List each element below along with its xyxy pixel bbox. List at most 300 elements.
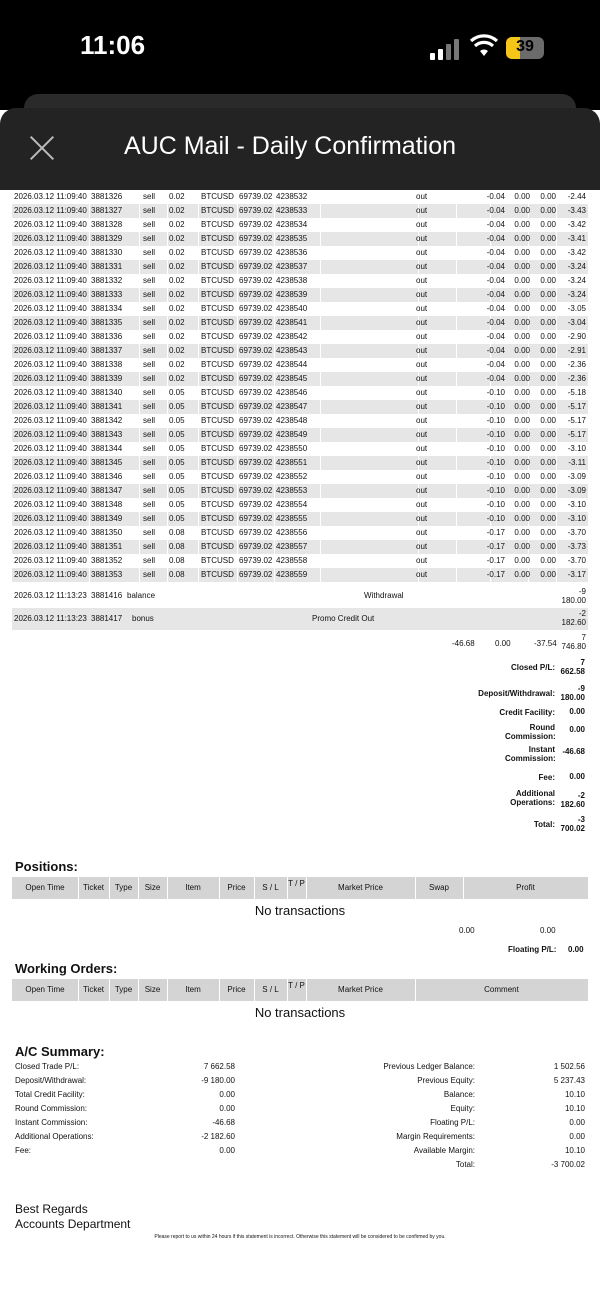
total-item [538,772,585,782]
deal-row [12,428,588,442]
deal-symbol: BTCUSD [201,430,234,439]
deal-order: 4238544 [276,360,308,369]
summary-value: -2 182.60 [201,1132,235,1141]
column-header: S / L [254,979,288,1001]
deal-fee: 0.00 [514,500,530,509]
deal-ticket: 3881337 [91,346,123,355]
column-header: Profit [463,877,589,899]
deal-order: 4238534 [276,220,308,229]
deal-order: 4238551 [276,458,308,467]
deal-type: sell [143,262,156,271]
summary-label: Equity: [450,1104,475,1113]
deal-ticket: 3881330 [91,248,123,257]
deal-row [12,540,588,554]
deal-time: 2026.03.12 11:13:23 [14,614,87,623]
summary-value: -9 180.00 [201,1076,235,1085]
deal-ticket: 3881328 [91,220,123,229]
deal-volume: 0.05 [169,430,185,439]
deal-ticket: 3881353 [91,570,123,579]
deal-profit: -3.70 [567,528,586,537]
total-profit: 7 746.80 [561,633,586,651]
deal-type: sell [143,276,156,285]
total-item [510,658,585,676]
deal-swap: 0.00 [540,402,556,411]
summary-label: Margin Requirements: [396,1132,475,1141]
deal-symbol: BTCUSD [201,486,234,495]
deal-direction: out [416,276,428,285]
deal-time: 2026.03.12 11:09:40 [14,444,87,453]
total-label: Credit Facility: [499,708,555,717]
deal-volume: 0.05 [169,402,185,411]
deal-swap: 0.00 [540,262,556,271]
deal-symbol: BTCUSD [201,500,234,509]
column-header: Comment [415,979,589,1001]
deal-price: 69739.02 [239,248,273,257]
deal-type: sell [143,472,156,481]
deal-profit: -2.44 [567,192,586,201]
deal-row [12,288,588,302]
total-label: Round Commission: [505,723,556,741]
deal-fee: 0.00 [514,402,530,411]
deal-row [12,190,588,204]
deal-symbol: BTCUSD [201,248,234,257]
deal-fee: 0.00 [514,262,530,271]
battery-level: 39 [516,38,534,55]
deal-ticket: 3881348 [91,500,123,509]
deal-symbol: BTCUSD [201,262,234,271]
deal-price: 69739.02 [239,276,273,285]
deal-swap: 0.00 [540,332,556,341]
deal-type: sell [143,458,156,467]
deal-fee: 0.00 [514,234,530,243]
deal-symbol: BTCUSD [201,444,234,453]
disclaimer-footer: Please report to us within 24 hours if this statement is incorrect. Otherwise this statement will be considered to be confirmed by you. [154,1234,446,1240]
deal-fee: 0.00 [514,528,530,537]
column-header: Size [138,877,168,899]
positions-title: Positions: [15,859,78,874]
deal-type: sell [143,192,156,201]
deal-volume: 0.08 [169,542,185,551]
total-value: -46.68 [562,747,585,756]
close-icon[interactable] [28,134,56,162]
deal-symbol: BTCUSD [201,542,234,551]
deal-profit: -3.42 [567,220,586,229]
total-value: 0.00 [569,725,585,734]
deal-symbol: BTCUSD [201,290,234,299]
deal-type: sell [143,290,156,299]
deal-row [12,344,588,358]
deal-type: sell [143,248,156,257]
deal-profit: -3.04 [567,318,586,327]
cellular-signal-icon [430,38,460,60]
deal-swap: 0.00 [540,220,556,229]
deal-ticket: 3881336 [91,332,123,341]
deal-time: 2026.03.12 11:09:40 [14,416,87,425]
deal-volume: 0.02 [169,346,185,355]
deal-direction: out [416,570,428,579]
deal-type: sell [143,206,156,215]
deal-price: 69739.02 [239,262,273,271]
deal-time: 2026.03.12 11:09:40 [14,514,87,523]
deal-volume: 0.08 [169,556,185,565]
deal-fee: 0.00 [514,486,530,495]
total-item [478,684,585,702]
deal-direction: out [416,318,428,327]
battery-icon [506,37,544,59]
deal-type: balance [127,591,156,600]
total-label: Total: [533,820,555,829]
deal-swap: 0.00 [540,472,556,481]
deal-swap: 0.00 [540,416,556,425]
column-header: Type [109,877,139,899]
deal-ticket: 3881417 [91,614,123,623]
deal-row-withdrawal [12,587,588,609]
deal-profit: -3.24 [567,262,586,271]
summary-label: Previous Ledger Balance: [383,1062,475,1071]
deal-row [12,512,588,526]
deal-order: 4238552 [276,472,308,481]
deal-symbol: BTCUSD [201,346,234,355]
deal-fee: 0.00 [514,472,530,481]
deal-time: 2026.03.12 11:09:40 [14,542,87,551]
deal-time: 2026.03.12 11:09:40 [14,360,87,369]
total-value-line1: -2 [577,791,585,800]
deal-commission: -0.10 [486,472,505,481]
total-value: 662.58 [560,667,585,676]
deal-time: 2026.03.12 11:09:40 [14,220,87,229]
total-item [510,789,585,809]
deal-profit: -2.90 [567,332,586,341]
deal-symbol: BTCUSD [201,556,234,565]
deal-type: sell [143,486,156,495]
deal-profit: -5.17 [567,416,586,425]
deal-type: sell [143,570,156,579]
deal-price: 69739.02 [239,220,273,229]
deal-ticket: 3881334 [91,304,123,313]
deal-row [12,414,588,428]
deal-symbol: BTCUSD [201,388,234,397]
deals-totals-row [12,633,588,655]
deal-swap: 0.00 [540,290,556,299]
deal-fee: 0.00 [514,430,530,439]
deal-time: 2026.03.12 11:09:40 [14,458,87,467]
deal-commission: -0.10 [486,388,505,397]
deal-price: 69739.02 [239,290,273,299]
total-value: 180.00 [560,693,585,702]
deal-swap: 0.00 [540,528,556,537]
deal-direction: out [416,206,428,215]
deal-swap: 0.00 [540,556,556,565]
deal-volume: 0.05 [169,472,185,481]
summary-value: 5 237.43 [553,1076,585,1085]
deal-commission: -0.10 [486,402,505,411]
deal-profit: -2.36 [567,374,586,383]
deal-price: 69739.02 [239,528,273,537]
deal-symbol: BTCUSD [201,220,234,229]
column-header: S / L [254,877,288,899]
deal-order: 4238555 [276,514,308,523]
deal-price: 69739.02 [239,542,273,551]
deal-time: 2026.03.12 11:09:40 [14,570,87,579]
deal-order: 4238558 [276,556,308,565]
deal-swap: 0.00 [540,192,556,201]
deal-order: 4238538 [276,276,308,285]
deal-swap: 0.00 [540,248,556,257]
deal-swap: 0.00 [540,206,556,215]
deal-time: 2026.03.12 11:09:40 [14,556,87,565]
deal-price: 69739.02 [239,402,273,411]
deal-volume: 0.05 [169,500,185,509]
total-value: 0.00 [569,707,585,716]
deal-time: 2026.03.12 11:09:40 [14,262,87,271]
deal-row [12,260,588,274]
deal-profit: -5.17 [567,430,586,439]
deal-type: sell [143,528,156,537]
deal-profit: -3.10 [567,500,586,509]
deal-symbol: BTCUSD [201,416,234,425]
status-time: 11:06 [80,30,146,60]
deal-price: 69739.02 [239,500,273,509]
deal-fee: 0.00 [514,192,530,201]
total-value-line1: 7 [580,658,585,667]
deal-commission: -0.04 [486,304,505,313]
deal-ticket: 3881416 [91,591,123,600]
deal-symbol: BTCUSD [201,360,234,369]
deal-type: sell [143,402,156,411]
deal-ticket: 3881340 [91,388,123,397]
deal-volume: 0.02 [169,248,185,257]
deal-commission: -0.04 [486,234,505,243]
deal-order: 4238556 [276,528,308,537]
deal-direction: out [416,290,428,299]
deal-type: sell [143,304,156,313]
deal-direction: out [416,514,428,523]
summary-value: 0.00 [219,1090,235,1099]
deal-time: 2026.03.12 11:09:40 [14,318,87,327]
deal-ticket: 3881351 [91,542,123,551]
deal-swap: 0.00 [540,234,556,243]
deal-row [12,358,588,372]
deal-order: 4238539 [276,290,308,299]
deal-direction: out [416,416,428,425]
deal-profit: -9 180.00 [561,587,586,605]
deal-commission: -0.04 [486,290,505,299]
summary-label: Deposit/Withdrawal: [15,1076,87,1085]
deal-time: 2026.03.12 11:09:40 [14,346,87,355]
deal-swap: 0.00 [540,542,556,551]
deal-symbol: BTCUSD [201,192,234,201]
deal-order: 4238559 [276,570,308,579]
deal-order: 4238533 [276,206,308,215]
deal-direction: out [416,528,428,537]
deal-price: 69739.02 [239,444,273,453]
column-header: Price [219,979,255,1001]
deal-row [12,330,588,344]
deal-commission: -0.04 [486,332,505,341]
deal-commission: -0.04 [486,220,505,229]
deal-symbol: BTCUSD [201,402,234,411]
deal-symbol: BTCUSD [201,458,234,467]
deal-order: 4238542 [276,332,308,341]
deal-profit: -3.10 [567,444,586,453]
column-header: Ticket [78,877,110,899]
deal-time: 2026.03.12 11:09:40 [14,528,87,537]
deal-type: sell [143,388,156,397]
deal-fee: 0.00 [514,206,530,215]
deal-type: sell [143,234,156,243]
deal-fee: 0.00 [514,444,530,453]
deal-price: 69739.02 [239,430,273,439]
total-value-line1: -3 [577,815,585,824]
deal-price: 69739.02 [239,556,273,565]
deal-commission: -0.17 [486,556,505,565]
deal-ticket: 3881343 [91,430,123,439]
deal-ticket: 3881329 [91,234,123,243]
deal-type: sell [143,416,156,425]
summary-value: 7 662.58 [203,1062,235,1071]
positions-header [12,877,588,899]
deal-fee: 0.00 [514,346,530,355]
column-header: Item [167,979,220,1001]
total-label: Fee: [538,773,555,782]
column-header: Market Price [306,877,416,899]
deal-type: sell [143,514,156,523]
deal-price: 69739.02 [239,234,273,243]
deal-direction: out [416,234,428,243]
deal-fee: 0.00 [514,556,530,565]
deal-row [12,498,588,512]
column-header: Price [219,877,255,899]
total-label: Closed P/L: [510,663,555,672]
deal-commission: -0.04 [486,206,505,215]
deal-swap: 0.00 [540,388,556,397]
column-header: Ticket [78,979,110,1001]
deal-order: 4238549 [276,430,308,439]
deal-time: 2026.03.12 11:09:40 [14,290,87,299]
positions-profit-total: 0.00 [540,926,556,935]
signature-regards: Best Regards [15,1202,88,1216]
column-header: Type [109,979,139,1001]
deal-fee: 0.00 [514,570,530,579]
deal-direction: out [416,430,428,439]
deal-time: 2026.03.12 11:09:40 [14,276,87,285]
deal-profit: -5.18 [567,388,586,397]
deal-time: 2026.03.12 11:09:40 [14,388,87,397]
deal-commission: -0.10 [486,444,505,453]
deal-commission: -0.17 [486,542,505,551]
deal-symbol: BTCUSD [201,206,234,215]
deal-direction: out [416,332,428,341]
summary-value: 1 502.56 [553,1062,585,1071]
deal-time: 2026.03.12 11:09:40 [14,402,87,411]
deal-commission: -0.04 [486,346,505,355]
deal-type: sell [143,332,156,341]
summary-value: -3 700.02 [551,1160,585,1169]
total-item [505,723,585,741]
deal-direction: out [416,472,428,481]
deal-order: 4238532 [276,192,308,201]
deal-ticket: 3881338 [91,360,123,369]
deal-order: 4238554 [276,500,308,509]
column-header: Market Price [306,979,416,1001]
floating-pl-label: Floating P/L: [508,945,557,954]
deal-ticket: 3881349 [91,514,123,523]
total-commission: -46.68 [452,639,475,648]
deal-profit: -5.17 [567,402,586,411]
deal-profit: -3.41 [567,234,586,243]
deal-row [12,456,588,470]
deal-profit: -3.10 [567,514,586,523]
deal-profit: -3.70 [567,556,586,565]
summary-label: Total Credit Facility: [15,1090,85,1099]
deal-commission: -0.04 [486,360,505,369]
deal-order: 4238537 [276,262,308,271]
summary-label: Round Commission: [15,1104,88,1113]
deal-row [12,568,588,582]
working-orders-title: Working Orders: [15,961,118,976]
deal-direction: out [416,500,428,509]
positions-empty-message: No transactions [254,903,346,918]
summary-value: -46.68 [212,1118,235,1127]
deal-time: 2026.03.12 11:13:23 [14,591,87,600]
deal-profit: -3.05 [567,304,586,313]
deal-row [12,470,588,484]
mail-header [0,108,600,190]
deal-volume: 0.02 [169,206,185,215]
deal-symbol: BTCUSD [201,234,234,243]
deal-row [12,274,588,288]
deal-commission: -0.10 [486,500,505,509]
deal-type: sell [143,360,156,369]
summary-value: 0.00 [569,1118,585,1127]
deal-profit: -3.42 [567,248,586,257]
deal-type: sell [143,556,156,565]
deal-time: 2026.03.12 11:09:40 [14,500,87,509]
deal-row [12,386,588,400]
deal-ticket: 3881326 [91,192,123,201]
deal-volume: 0.02 [169,318,185,327]
deal-swap: 0.00 [540,318,556,327]
deal-direction: out [416,262,428,271]
deal-fee: 0.00 [514,416,530,425]
deal-type: sell [143,346,156,355]
deal-direction: out [416,248,428,257]
deal-time: 2026.03.12 11:09:40 [14,430,87,439]
deal-volume: 0.02 [169,290,185,299]
column-header: Swap [415,877,464,899]
deal-volume: 0.02 [169,374,185,383]
summary-label: Additional Operations: [15,1132,94,1141]
summary-label: Total: [455,1160,475,1169]
deal-fee: 0.00 [514,388,530,397]
deal-swap: 0.00 [540,374,556,383]
deal-volume: 0.02 [169,276,185,285]
deal-volume: 0.02 [169,332,185,341]
deal-order: 4238546 [276,388,308,397]
deal-ticket: 3881333 [91,290,123,299]
deal-direction: out [416,220,428,229]
deal-price: 69739.02 [239,206,273,215]
deal-symbol: BTCUSD [201,276,234,285]
deal-fee: 0.00 [514,374,530,383]
total-value-line1: -9 [577,684,585,693]
summary-label: Floating P/L: [430,1118,475,1127]
deal-profit: -3.09 [567,472,586,481]
wifi-icon [470,34,498,58]
summary-label: Fee: [15,1146,32,1155]
deal-ticket: 3881332 [91,276,123,285]
deal-profit: -3.17 [567,570,586,579]
